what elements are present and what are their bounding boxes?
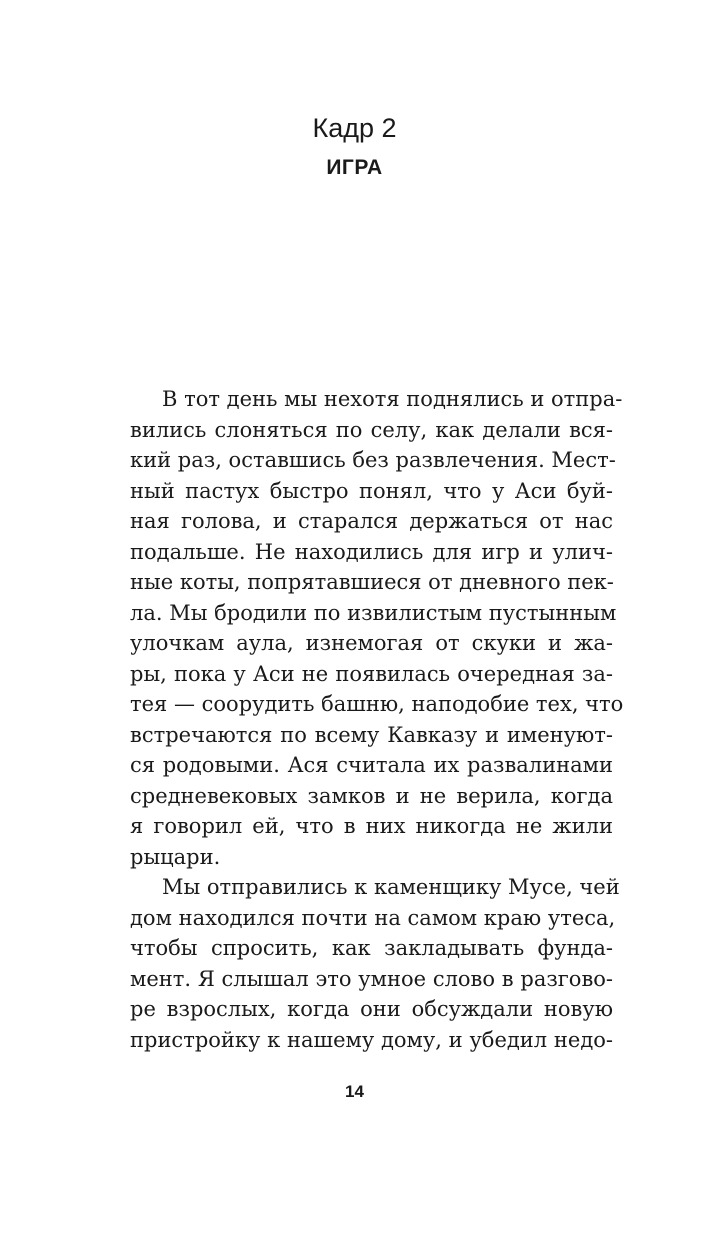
- text-line: улочкам аула, изнемогая от скуки и жа-: [130, 631, 613, 655]
- text-line: тея — соорудить башню, наподобие тех, что: [130, 692, 624, 716]
- text-line: рыцари.: [130, 844, 221, 869]
- text-line: встречаются по всему Кавказу и именуют-: [130, 722, 613, 747]
- text-line: подальше. Не находились для игр и улич-: [130, 539, 613, 564]
- paragraph: [130, 384, 624, 872]
- text-line: пристройку к нашему дому, и убедил недо-: [130, 1027, 613, 1052]
- paragraph: [130, 872, 620, 1055]
- text-line: кий раз, оставшись без развлечения. Мест-: [130, 448, 616, 472]
- text-line: ный пастух быстро понял, что у Аси буй-: [130, 478, 613, 503]
- text-line: ла. Мы бродили по извилистым пустынным: [130, 600, 617, 625]
- body-text: [130, 384, 624, 1055]
- text-line: ре взрослых, когда они обсуждали новую: [130, 997, 613, 1021]
- text-line: дом находился почти на самом краю утеса,: [130, 905, 616, 930]
- text-line: чтобы спросить, как закладывать фунда-: [130, 936, 613, 960]
- text-line: вились слоняться по селу, как делали вся-: [130, 417, 613, 442]
- page-number: 14: [345, 1082, 364, 1101]
- text-line: ные коты, попрятавшиеся от дневного пек-: [130, 570, 614, 594]
- chapter-subtitle: ИГРА: [326, 156, 383, 179]
- text-line: В тот день мы нехотя поднялись и отпра-: [162, 387, 623, 411]
- chapter-title: Кадр 2: [312, 113, 397, 143]
- text-line: ная голова, и старался держаться от нас: [130, 509, 613, 533]
- text-line: я говорил ей, что в них никогда не жили: [130, 814, 613, 838]
- text-line: средневековых замков и не верила, когда: [130, 783, 613, 808]
- text-line: мент. Я слышал это умное слово в разгово-: [130, 966, 613, 991]
- text-line: Мы отправились к каменщику Мусе, чей: [162, 875, 620, 899]
- text-line: ры, пока у Аси не появилась очередная за-: [130, 661, 613, 686]
- text-line: ся родовыми. Ася считала их развалинами: [130, 753, 613, 777]
